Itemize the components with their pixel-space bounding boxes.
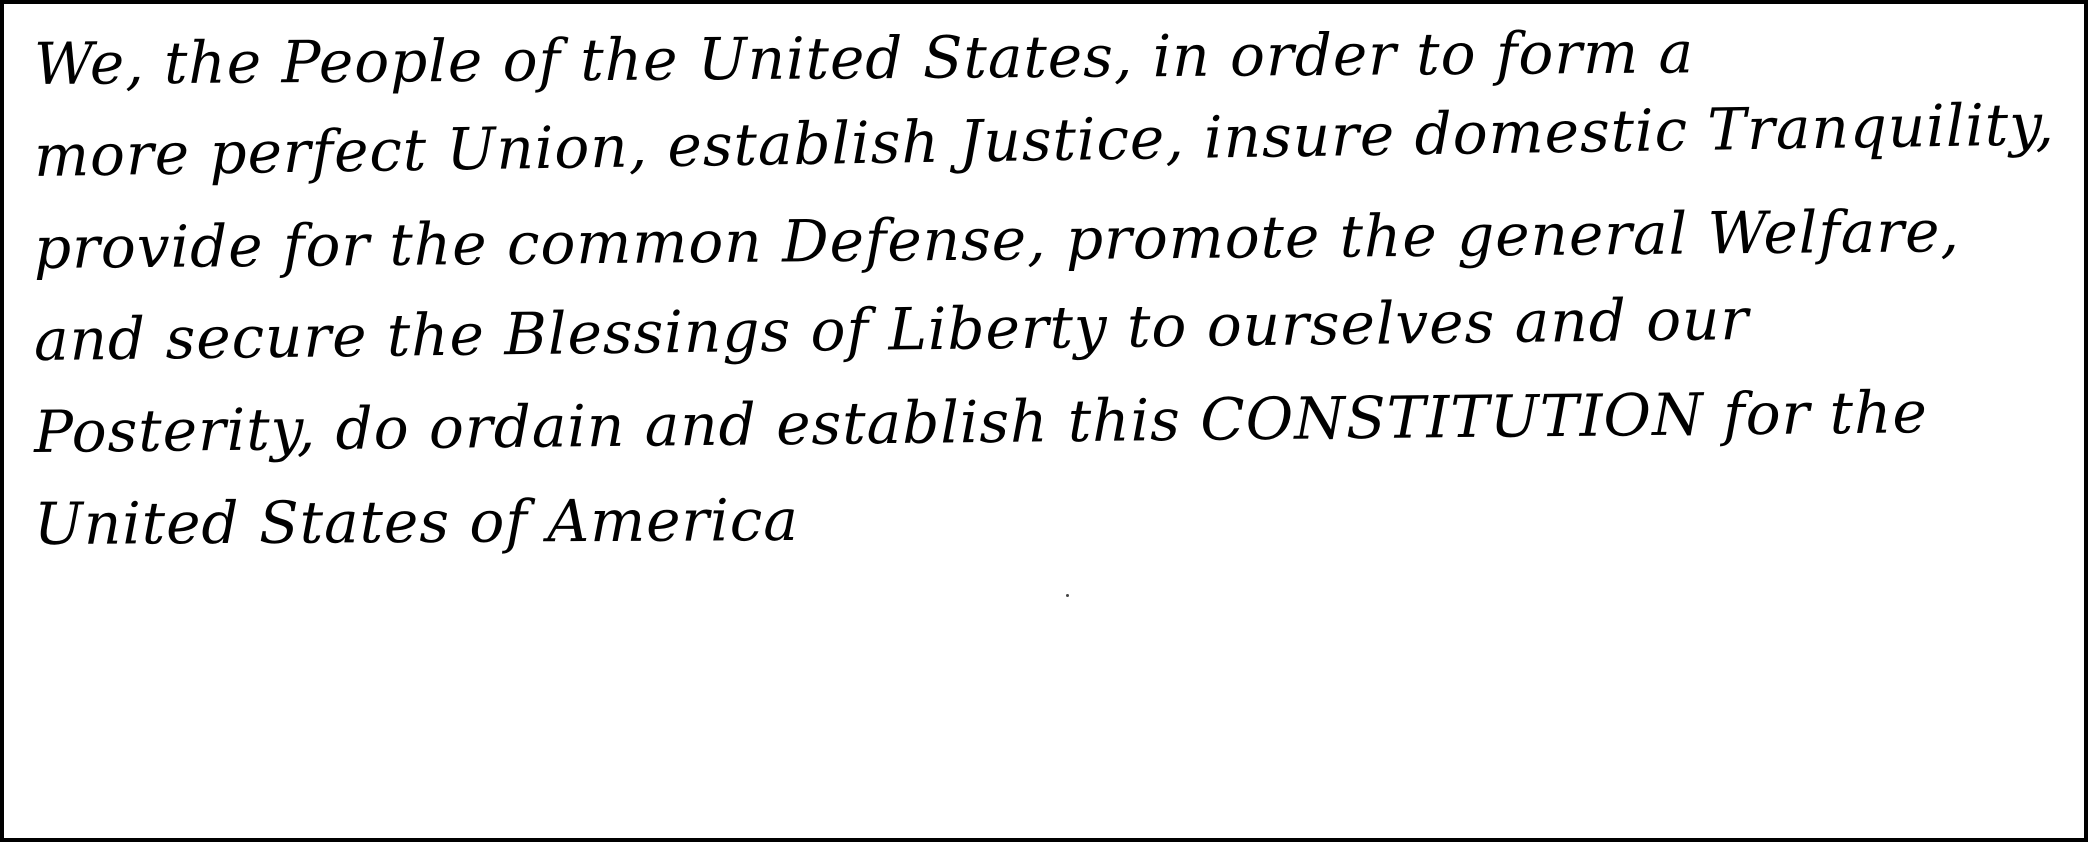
- text-line-3: provide for the common Defense, promote the general Welfare,: [33, 197, 1961, 282]
- text-line-1: We, the People of the United States, in order to form a: [33, 18, 1695, 98]
- text-line-5: Posterity, do ordain and establish this CONSTITUTION for the: [33, 378, 1929, 466]
- scan-speck: [1066, 594, 1069, 597]
- text-line-4: and secure the Blessings of Liberty to ourselves and our: [33, 285, 1750, 374]
- handwritten-text-block: [34, 18, 2064, 570]
- text-line-2: more perfect Union, establish Justice, insure domestic Tranquility,: [33, 90, 2056, 190]
- text-line-6: United States of America: [33, 485, 799, 558]
